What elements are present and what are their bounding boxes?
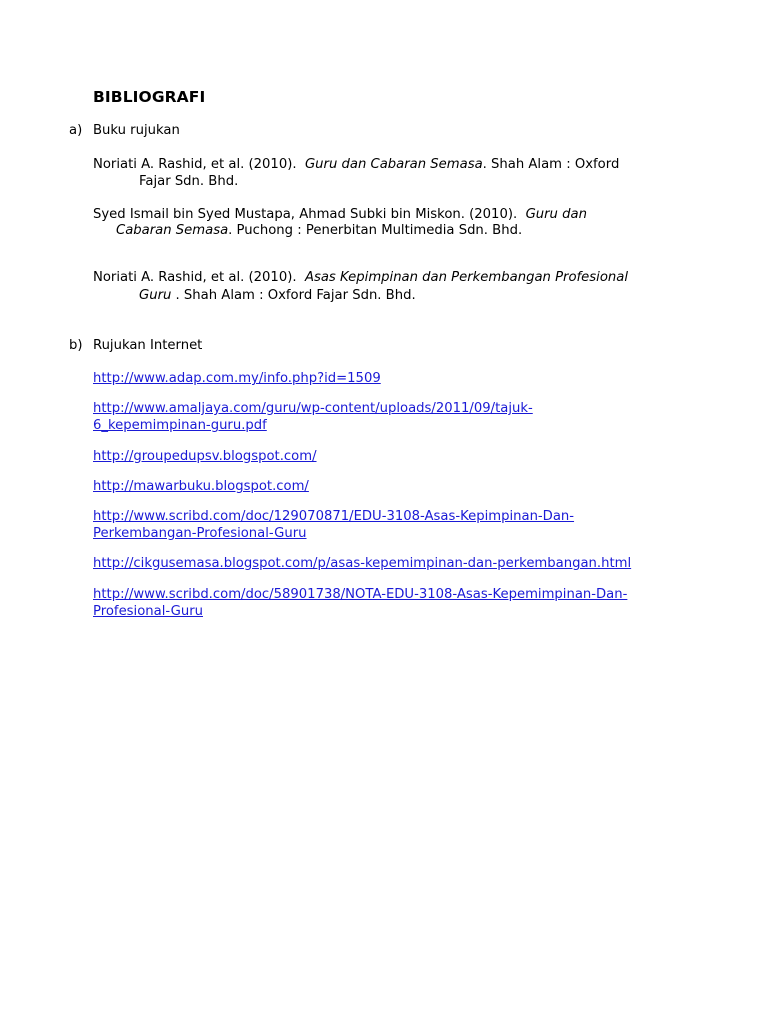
reference-entry-2-line1 — [93, 206, 587, 223]
reference-book-title: Asas Kepimpinan dan Perkembangan Profesional — [304, 270, 628, 285]
reference-entry-3-line2 — [139, 287, 416, 304]
reference-book-title: Cabaran Semasa — [116, 223, 229, 238]
reference-book-title: Guru — [139, 288, 172, 303]
reference-publisher-part: . Puchong : Penerbitan Multimedia Sdn. Bhd. — [228, 223, 523, 238]
reference-author: Syed Ismail bin Syed Mustapa, Ahmad Subki bin Miskon. (2010). — [93, 207, 518, 222]
reference-entry-2-line2 — [116, 222, 522, 239]
internet-reference-link-2[interactable]: http://www.amaljaya.com/guru/wp-content/uploads/2011/09/tajuk- — [93, 401, 533, 416]
internet-reference-link-7-cont[interactable]: Profesional-Guru — [93, 604, 203, 619]
reference-publisher-part: . Shah Alam : Oxford — [482, 157, 620, 172]
reference-publisher-part: . Shah Alam : Oxford Fajar Sdn. Bhd. — [171, 288, 416, 303]
internet-reference-link-3[interactable]: http://groupedupsv.blogspot.com/ — [93, 449, 317, 464]
internet-reference-link-5-cont[interactable]: Perkembangan-Profesional-Guru — [93, 526, 307, 541]
internet-reference-link-4[interactable]: http://mawarbuku.blogspot.com/ — [93, 479, 309, 494]
section-b-heading: Rujukan Internet — [93, 338, 203, 353]
page-title: BIBLIOGRAFI — [93, 88, 206, 106]
reference-book-title: Guru dan Cabaran Semasa — [304, 157, 483, 172]
reference-author: Noriati A. Rashid, et al. (2010). — [93, 157, 297, 172]
reference-author: Noriati A. Rashid, et al. (2010). — [93, 270, 297, 285]
internet-reference-link-6[interactable]: http://cikgusemasa.blogspot.com/p/asas-kepemimpinan-dan-perkembangan.html — [93, 556, 632, 571]
section-a-heading: Buku rujukan — [93, 123, 180, 138]
internet-reference-link-7[interactable]: http://www.scribd.com/doc/58901738/NOTA-EDU-3108-Asas-Kepemimpinan-Dan- — [93, 587, 628, 602]
section-a-marker: a) — [69, 123, 83, 138]
reference-entry-1-line2: Fajar Sdn. Bhd. — [139, 174, 239, 189]
internet-reference-link-5[interactable]: http://www.scribd.com/doc/129070871/EDU-3108-Asas-Kepimpinan-Dan- — [93, 509, 575, 524]
internet-reference-link-2-cont[interactable]: 6_kepemimpinan-guru.pdf — [93, 418, 267, 433]
section-b-marker: b) — [69, 338, 83, 353]
internet-reference-link-1[interactable]: http://www.adap.com.my/info.php?id=1509 — [93, 371, 381, 386]
reference-book-title: Guru dan — [525, 207, 587, 222]
reference-entry-3-line1 — [93, 269, 628, 286]
reference-entry-1-line1 — [93, 156, 619, 173]
